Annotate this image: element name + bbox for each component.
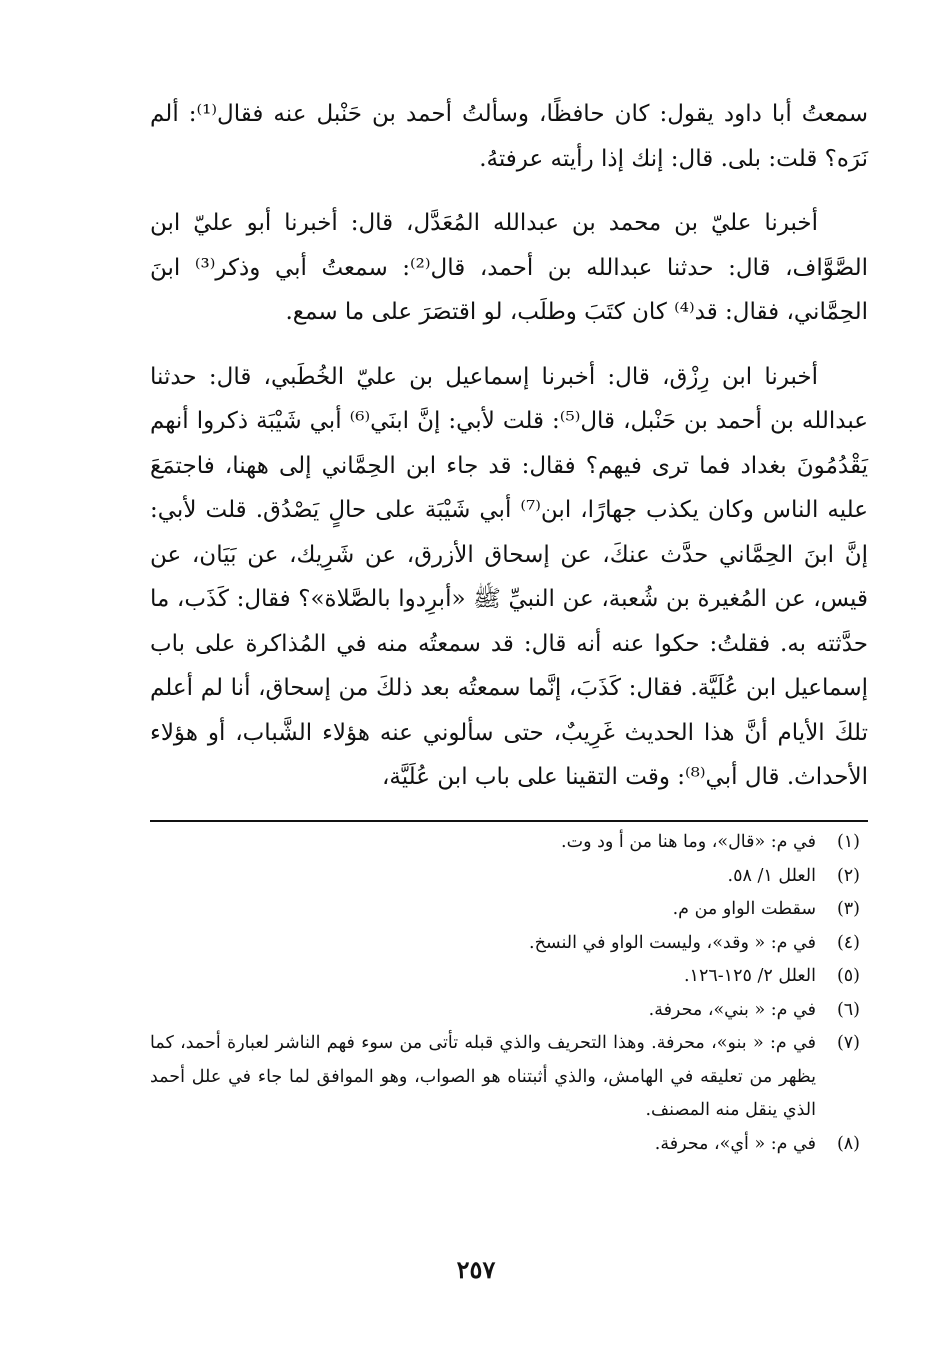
paragraph-3: أخبرنا ابن رِزْق، قال: أخبرنا إسماعيل بن عليّ الخُطَبي، قال: حدثنا عبدالله بن أحمد بن حَنْبل، قال⁽⁵⁾: قلت لأبي: إنَّ ابنَي⁽⁶⁾ أبي شَيْبَة ذكروا أنهم يَقْدُمُونَ بغداد فما ترى فيهم؟ فقال: قد جاء ابن الحِمَّاني إلى ههنا، فاجتمَعَ عليه الناس وكان يكذب جهارًا، ابن⁽⁷⁾ أبي شَيْبَة على حالٍ يَصْدُق. قلت لأبي: إنَّ ابنَ الحِمَّاني حدَّث عنكَ، عن إسحاق الأزرق، عن شَرِيك، عن بَيَان، عن قيس، عن المُغيرة بن شُعبة، عن النبيِّ ﷺ «أبرِدوا بالصَّلاة»؟ فقال: كَذَب، ما حدَّثته به. فقلتُ: حكوا عنه أنه قال: قد سمعتُه منه في المُذاكرة على باب إسماعيل ابن عُلَيَّة. فقال: كَذَبَ، إنَّما سمعتُه بعد ذلكَ من إسحاق، أنا لم أعلم تلكَ الأيام أنَّ هذا الحديث غَرِيبٌ، حتى سألوني عنه هؤلاء الشَّباب، أو هؤلاء الأحداث. قال أبي⁽⁸⁾: وقت التقينا على باب ابن عُلَيَّة، bbox=[150, 363, 868, 790]
paragraph-1: سمعتُ أبا داود يقول: كان حافظًا، وسألتُ أحمد بن حَنْبل عنه فقال⁽¹⁾: ألم نَرَه؟ قلت: بلى. قال: إنك إذا رأيته عرفتهُ. bbox=[150, 101, 868, 172]
footnote-separator bbox=[150, 820, 868, 822]
footnote-number: (٢) bbox=[836, 865, 860, 886]
footnote-text: في م: « أي»، محرفة. bbox=[654, 1133, 816, 1154]
paragraph-2: أخبرنا عليّ بن محمد بن عبدالله المُعَدَّل، قال: أخبرنا أبو عليّ ابن الصَّوَّاف، قال: حدثنا عبدالله بن أحمد، قال⁽²⁾: سمعتُ أبي وذكر⁽³⁾ ابنَ الحِمَّاني، فقال: قد⁽⁴⁾ كان كتَبَ وطلَب، لو اقتصَرَ على ما سمع. bbox=[150, 210, 868, 325]
footnote-number: (٣) bbox=[836, 899, 860, 919]
footnote-8 bbox=[150, 1128, 868, 1162]
main-text bbox=[150, 92, 868, 820]
footnote-text: في م: « بني»، محرفة. bbox=[648, 999, 816, 1020]
footnotes bbox=[150, 826, 868, 1161]
footnote-number: (٥) bbox=[836, 966, 860, 986]
footnote-text: العلل ٢/ ١٢٥-١٢٦. bbox=[683, 966, 816, 986]
footnote-text: في م: « بنو»، محرفة. وهذا التحريف والذي قبله تأتى من سوء فهم الناشر لعبارة أحمد، كما يظهر من تعليقه في الهامش، والذي أثبتناه هو الصواب، وهو الموافق لما جاء في علل أحمد الذي ينقل منه المصنف. bbox=[150, 1033, 816, 1120]
footnote-2 bbox=[150, 860, 868, 894]
footnote-6 bbox=[150, 994, 868, 1028]
footnote-3 bbox=[150, 893, 868, 927]
footnote-7 bbox=[150, 1027, 868, 1128]
footnote-text: سقطت الواو من م. bbox=[672, 899, 816, 919]
footnote-text: العلل ١/ ٥٨. bbox=[727, 865, 816, 886]
footnote-number: (٤) bbox=[836, 932, 860, 953]
footnote-text: في م: «قال»، وما هنا من أ ود وت. bbox=[561, 832, 816, 852]
footnote-1 bbox=[150, 826, 868, 860]
page-number: ٢٥٧ bbox=[456, 1255, 496, 1284]
footnote-text: في م: « وقد»، وليست الواو في النسخ. bbox=[529, 932, 816, 953]
footnote-4 bbox=[150, 927, 868, 961]
footnote-number: (٦) bbox=[836, 999, 860, 1020]
footnote-5 bbox=[150, 960, 868, 994]
footnote-number: (٨) bbox=[836, 1133, 860, 1154]
footnote-number: (٧) bbox=[836, 1033, 860, 1053]
footnote-number: (١) bbox=[836, 832, 860, 852]
